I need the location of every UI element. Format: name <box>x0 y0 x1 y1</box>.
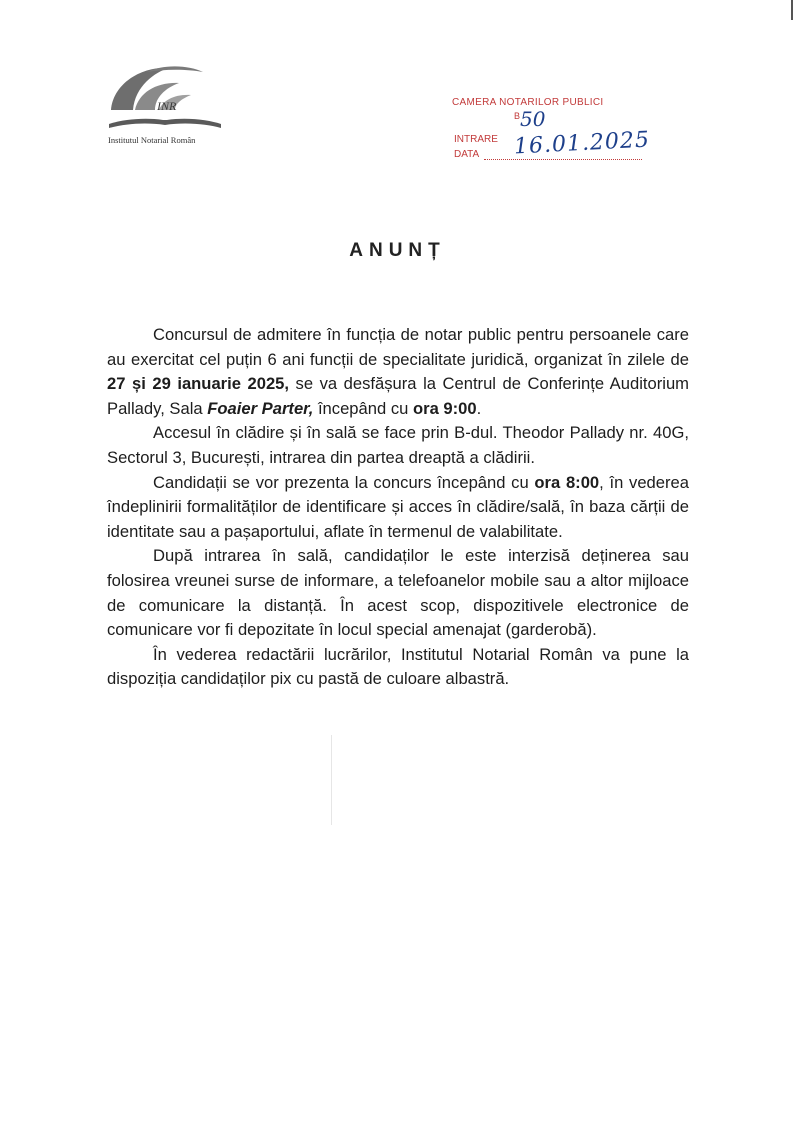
stamp-data-label: DATA <box>454 149 480 160</box>
stamp-intrare-label: INTRARE <box>454 134 498 145</box>
p1-room: Foaier Parter, <box>207 398 314 418</box>
page-title: ANUNȚ <box>349 240 446 261</box>
stamp-number-label: B <box>514 111 521 121</box>
p3-time: ora 8:00 <box>534 472 600 492</box>
logo-caption: Institutul Notarial Român <box>108 135 196 145</box>
scan-edge-mark <box>791 0 793 20</box>
p1-text-c: se va desfășura la Centrul de Conferințe Auditorium Pallady, Sala <box>107 374 689 418</box>
p1-text-a: Concursul de admitere în funcția de notar public pentru persoanele care au exercitat cel puțin 6 ani funcții de specialitate juridică, organizat în zilele de <box>107 325 689 369</box>
announcement-body <box>107 323 689 692</box>
paragraph-2: Accesul în clădire și în sală se face prin B-dul. Theodor Pallady nr. 40G, Sectorul 3, București, intrarea din partea dreaptă a clădirii. <box>107 423 689 467</box>
p1-text-e: începând cu <box>313 398 413 418</box>
p3-text-c: , în vederea îndeplinirii formalităților de identificare și acces în clădire/sală, în baza cărții de identitate sau a pașaportului, aflate în termenul de valabilitate. <box>107 472 689 541</box>
stamp-organization: CAMERA NOTARILOR PUBLICI <box>452 97 604 108</box>
paragraph-3 <box>107 471 689 545</box>
p1-text-g: . <box>476 398 482 418</box>
p1-dates: 27 și 29 ianuarie 2025, <box>107 374 290 394</box>
paragraph-4: După intrarea în sală, candidaților le este interzisă deținerea sau folosirea vreunei surse de informare, a telefoanelor mobile sau a altor mijloace de comunicare la distanță. În acest scop, dispozitivele electronice de comunicare vor fi depozitate în locul special amenajat (garderobă). <box>107 546 689 640</box>
registration-stamp <box>452 97 652 167</box>
p1-time: ora 9:00 <box>412 398 477 418</box>
inr-logo <box>103 62 228 152</box>
stamp-number-value: 50 <box>520 107 546 131</box>
paragraph-1 <box>107 323 689 421</box>
logo-mark-text: INR <box>157 99 177 113</box>
stamp-dotted-line <box>484 159 642 160</box>
stamp-date-value: 16.01.2025 <box>513 127 651 160</box>
p3-text-a: Candidații se vor prezenta la concurs începând cu <box>153 472 535 492</box>
scan-fold-mark <box>331 735 332 825</box>
paragraph-5: În vederea redactării lucrărilor, Institutul Notarial Român va pune la dispoziția candidaților pix cu pastă de culoare albastră. <box>107 644 689 689</box>
